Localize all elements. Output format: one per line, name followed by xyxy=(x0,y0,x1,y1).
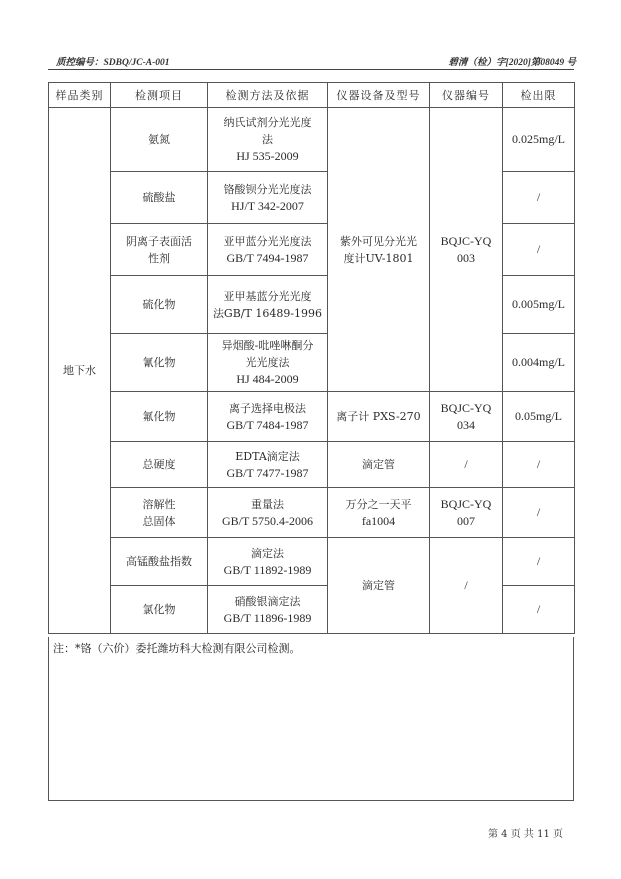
method-line: EDTA滴定法 xyxy=(235,449,300,463)
method-cell xyxy=(208,538,328,586)
instrument-cell: 滴定管 xyxy=(328,442,430,488)
instrument-no-line: BQJC-YQ xyxy=(440,496,492,511)
method-cell xyxy=(208,108,328,172)
item-cell xyxy=(111,488,208,538)
method-line: 重量法 xyxy=(251,497,284,511)
method-line: 滴定法 xyxy=(251,546,284,560)
instrument-no-cell xyxy=(430,108,503,392)
table-row xyxy=(49,392,575,442)
instrument-cell: 滴定管 xyxy=(328,538,430,634)
instrument-cell xyxy=(328,108,430,392)
header-cell: 检测项目 xyxy=(111,83,208,108)
item-cell: 硫化物 xyxy=(111,276,208,334)
item-cell: 氰化物 xyxy=(111,334,208,392)
note-text: 注：*铬（六价）委托潍坊科大检测有限公司检测。 xyxy=(53,642,301,655)
limit-cell: / xyxy=(503,488,575,538)
method-cell xyxy=(208,172,328,224)
instrument-no-line: 003 xyxy=(457,250,475,265)
method-cell xyxy=(208,442,328,488)
method-standard: HJ 535-2009 xyxy=(236,149,299,163)
item-cell: 高锰酸盐指数 xyxy=(111,538,208,586)
limit-cell: 0.025mg/L xyxy=(503,108,575,172)
instrument-no-line: BQJC-YQ xyxy=(440,233,492,248)
method-cell xyxy=(208,224,328,276)
method-line: 亚甲蓝分光光度法 xyxy=(223,234,312,248)
item-line: 溶解性 xyxy=(142,497,176,511)
method-line: 硝酸银滴定法 xyxy=(234,594,301,608)
instrument-line: 度计UV-1801 xyxy=(343,251,414,265)
instrument-line: fa1004 xyxy=(361,513,396,528)
method-cell xyxy=(208,586,328,634)
sample-category-cell: 地下水 xyxy=(49,108,111,634)
method-line: 光光度法 xyxy=(245,356,290,369)
note-box xyxy=(48,637,574,801)
method-cell xyxy=(208,488,328,538)
method-standard: HJ/T 342-2007 xyxy=(231,198,304,213)
item-cell: 硫酸盐 xyxy=(111,172,208,224)
header-cell: 仪器设备及型号 xyxy=(328,83,430,108)
test-method-table xyxy=(48,82,575,634)
limit-cell: 0.005mg/L xyxy=(503,276,575,334)
limit-cell: / xyxy=(503,224,575,276)
method-cell xyxy=(208,392,328,442)
table-row xyxy=(49,538,575,586)
method-cell xyxy=(208,276,328,334)
limit-cell: / xyxy=(503,538,575,586)
page-header xyxy=(56,52,576,68)
item-line: 性剂 xyxy=(148,251,170,265)
instrument-no-cell: / xyxy=(430,538,503,634)
instrument-no-cell: / xyxy=(430,442,503,488)
method-standard: GB/T 11892-1989 xyxy=(223,562,312,577)
header-cell: 样品类别 xyxy=(49,83,111,108)
table-row xyxy=(49,108,575,172)
item-line: 阴离子表面活 xyxy=(126,234,192,248)
method-line: 纳氏试剂分光光度 xyxy=(223,116,312,129)
instrument-no-line: 007 xyxy=(457,513,475,528)
instrument-line: 紫外可见分光光 xyxy=(340,234,417,248)
instrument-line: 万分之一天平 xyxy=(345,497,412,511)
instrument-no-line: BQJC-YQ xyxy=(440,400,492,415)
table-row xyxy=(49,442,575,488)
instrument-no-line: 034 xyxy=(457,417,475,432)
header-cell: 检测方法及依据 xyxy=(208,83,328,108)
method-line: 法 xyxy=(262,133,273,146)
method-line: 亚甲基蓝分光光度 xyxy=(223,289,312,303)
instrument-cell xyxy=(328,488,430,538)
method-standard: GB/T 7484-1987 xyxy=(226,417,309,432)
table-row xyxy=(49,488,575,538)
method-cell xyxy=(208,334,328,392)
header-cell: 仪器编号 xyxy=(430,83,503,108)
item-line: 总固体 xyxy=(142,514,176,528)
limit-cell: 0.004mg/L xyxy=(503,334,575,392)
method-standard: HJ 484-2009 xyxy=(236,372,299,386)
method-line: 铬酸钡分光光度法 xyxy=(223,182,312,196)
method-standard: GB/T 5750.4-2006 xyxy=(221,513,314,528)
method-standard: 法GB/T 16489-1996 xyxy=(212,306,323,320)
limit-cell: / xyxy=(503,586,575,634)
method-standard: GB/T 7494-1987 xyxy=(226,250,309,265)
instrument-no-cell xyxy=(430,392,503,442)
table-header-row xyxy=(49,83,575,108)
item-cell: 氯化物 xyxy=(111,586,208,634)
qc-number: 质控编号：SDBQ/JC-A-001 xyxy=(56,58,170,68)
page-footer: 第 4 页 共 11 页 xyxy=(488,829,563,840)
item-cell: 总硬度 xyxy=(111,442,208,488)
method-line: 离子选择电极法 xyxy=(229,401,306,415)
report-number: 碧清（检）字[2020]第08049 号 xyxy=(448,58,576,68)
limit-cell: / xyxy=(503,442,575,488)
method-standard: GB/T 7477-1987 xyxy=(226,465,309,480)
limit-cell: 0.05mg/L xyxy=(503,392,575,442)
header-cell: 检出限 xyxy=(503,83,575,108)
item-cell: 氨氮 xyxy=(111,108,208,172)
instrument-cell: 离子计 PXS-270 xyxy=(328,392,430,442)
header-divider xyxy=(48,69,574,70)
item-cell xyxy=(111,224,208,276)
limit-cell: / xyxy=(503,172,575,224)
item-cell: 氟化物 xyxy=(111,392,208,442)
method-line: 异烟酸-吡唑啉酮分 xyxy=(221,339,314,352)
method-standard: GB/T 11896-1989 xyxy=(223,610,312,625)
instrument-no-cell xyxy=(430,488,503,538)
